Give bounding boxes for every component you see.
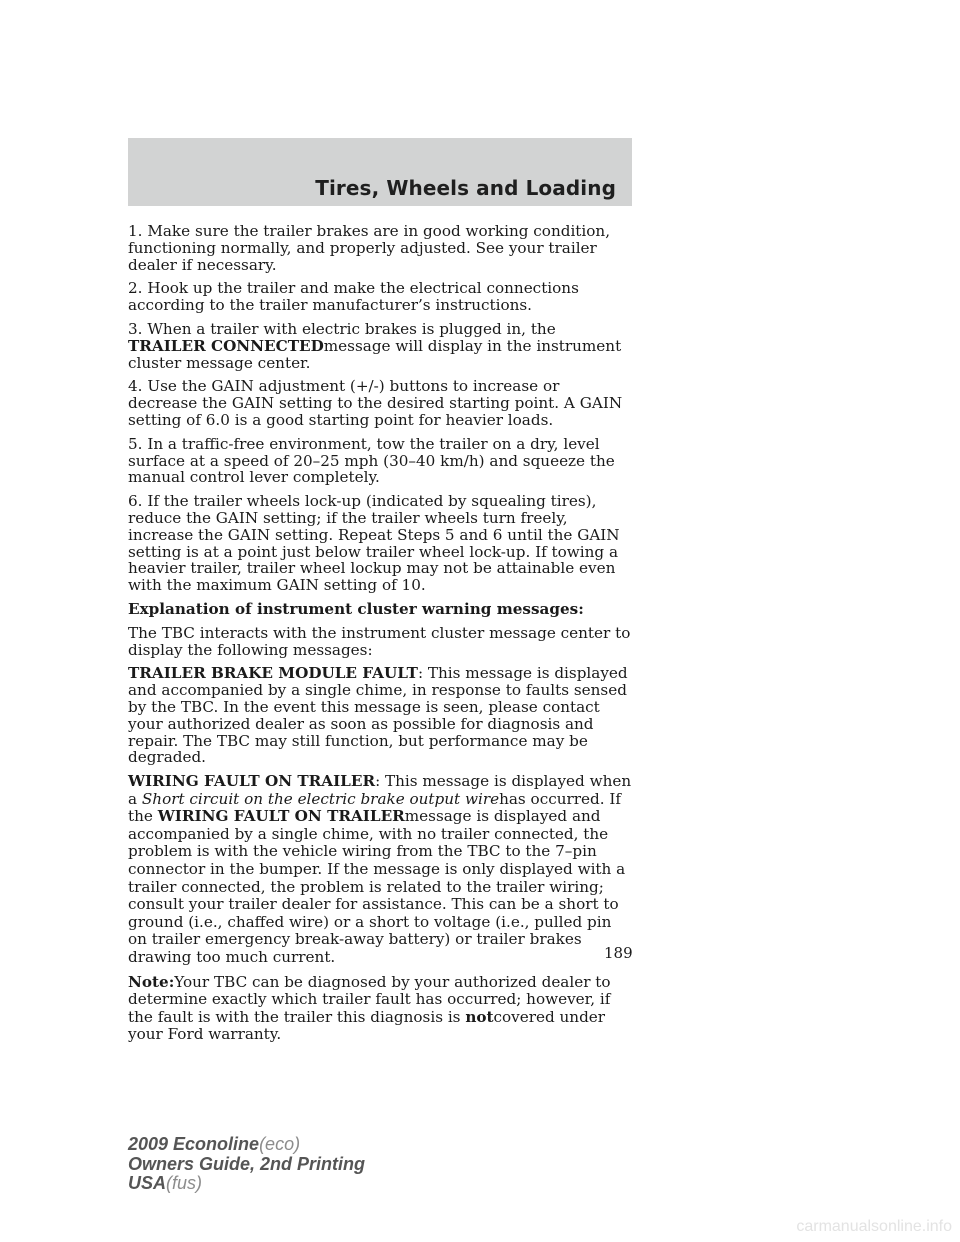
step-1: 1. Make sure the trailer brakes are in good working condition, functioning normally, and properly adjusted. See your trailer dealer if necessary. [128, 222, 611, 274]
note-text-2: covered under your Ford warranty. [128, 1007, 606, 1044]
watermark[interactable]: carmanualsonline.info [796, 1218, 952, 1235]
step-3-text-start: 3. When a trailer with electric brakes is plugged in, the [128, 319, 556, 338]
step-5: 5. In a traffic-free environment, tow the trailer on a dry, level surface at a speed of 20–25 mph (30–40 km/h) and squeeze the manual control lever completely. [128, 434, 615, 487]
note-not: not [465, 1007, 494, 1026]
footer-line-1: 2009 Econoline(eco) [128, 1134, 301, 1154]
footer [128, 1135, 365, 1194]
module-fault-text: : This message is displayed and accompanied by a single chime, in response to faults sensed by the TBC. In the event this message is seen, please contact your authorized dealer as soon as possible for diagnosis and repair. The TBC may still function, but performance may be degraded. [128, 664, 628, 767]
footer-line-3: USA(fus) [128, 1173, 203, 1193]
explanation-intro: The TBC interacts with the instrument cluster message center to display the following messages: [128, 623, 631, 659]
step-6: 6. If the trailer wheels lock-up (indicated by squealing tires), reduce the GAIN setting; if the trailer wheels turn freely, increase the GAIN setting. Repeat Steps 5 and 6 until the GAIN setting is at a point just below trailer wheel lock-up. If towing a heavier trailer, trailer wheel lockup may not be attainable even with the maximum GAIN setting of 10. [128, 492, 620, 595]
step-3-text-end: message will display in the instrument cluster message center. [128, 336, 622, 372]
wiring-fault-paragraph [128, 773, 632, 967]
wiring-fault-text-3: message is displayed and accompanied by a single chime, with no trailer connected, the problem is with the vehicle wiring from the TBC to the 7–pin connector in the bumper. If the message is only displayed with a trailer connected, the problem is related to the trailer wiring; consult your trailer dealer for assistance. This can be a short to ground (i.e., chaffed wire) or a short to voltage (i.e., pulled pin on trailer emergency break-away battery) or trailer brakes drawing too much current. [128, 807, 626, 967]
wiring-fault-label: WIRING FAULT ON TRAILER [128, 772, 376, 791]
note-paragraph [128, 974, 632, 1044]
section-header-band [128, 138, 632, 206]
explanation-heading: Explanation of instrument cluster warning messages: [128, 599, 584, 618]
page-content [128, 223, 632, 1051]
step-2: 2. Hook up the trailer and make the electrical connections according to the trailer manufacturer’s instructions. [128, 279, 579, 315]
wiring-fault-text-1: : This message is displayed when a [128, 772, 632, 808]
note-label: Note: [128, 972, 175, 991]
module-fault-label: TRAILER BRAKE MODULE FAULT [128, 664, 418, 683]
wiring-fault-text-2: has occurred. If the [128, 789, 621, 826]
footer-line-2: Owners Guide, 2nd Printing [128, 1153, 366, 1174]
section-title: Tires, Wheels and Loading [315, 176, 616, 200]
module-fault-paragraph [128, 665, 632, 766]
wiring-fault-italic: Short circuit on the electric brake output wire [141, 789, 500, 808]
note-text-1: Your TBC can be diagnosed by your authorized dealer to determine exactly which trailer fault has occurred; however, if the fault is with the trailer this diagnosis is [128, 972, 611, 1026]
page-number: 189 [604, 944, 633, 962]
wiring-fault-label-2: WIRING FAULT ON TRAILER [157, 807, 405, 826]
step-4: 4. Use the GAIN adjustment (+/-) buttons to increase or decrease the GAIN setting to the desired starting point. A GAIN setting of 6.0 is a good starting point for heavier loads. [128, 377, 623, 429]
step-3 [128, 321, 632, 371]
trailer-connected-label: TRAILER CONNECTED [128, 336, 324, 355]
